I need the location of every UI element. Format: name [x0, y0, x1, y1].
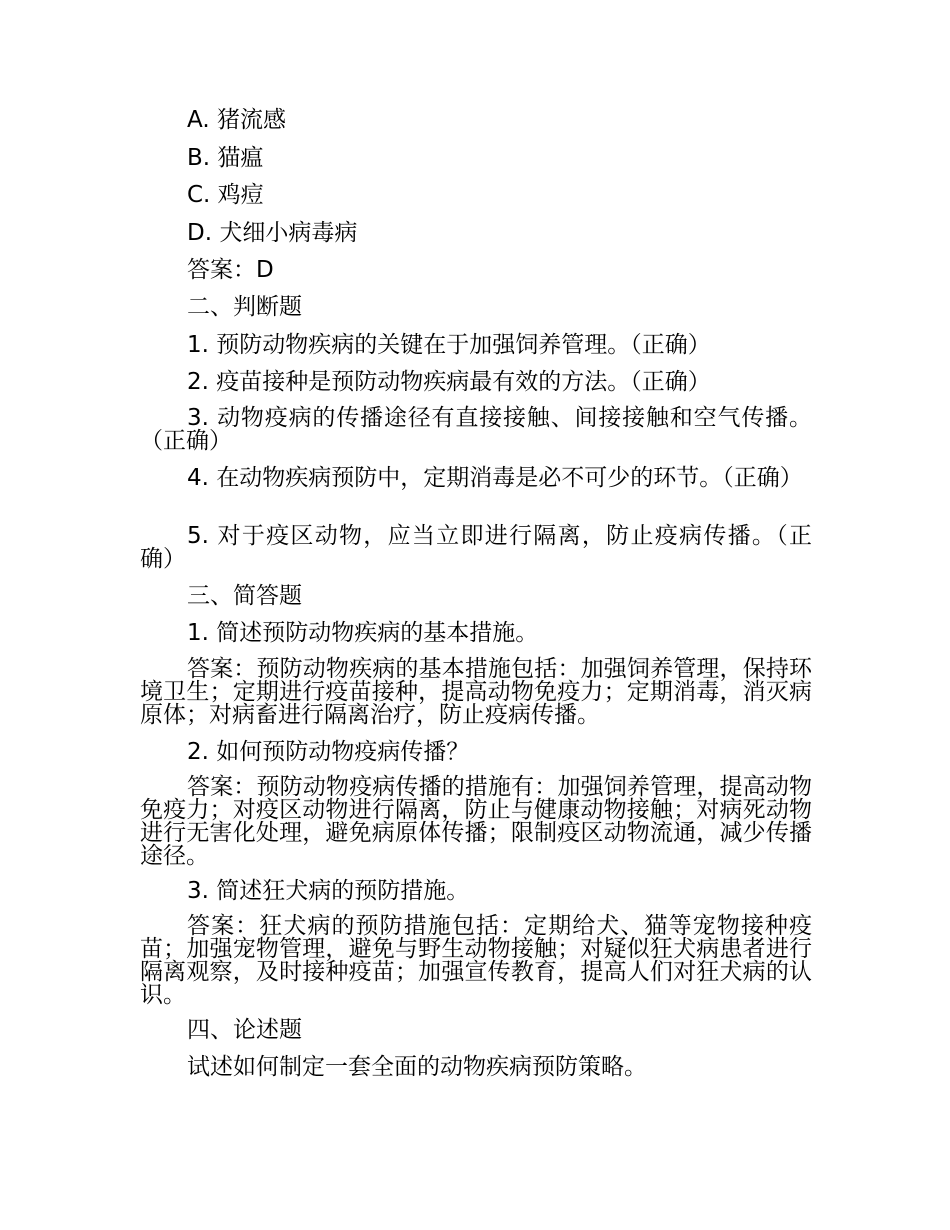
option-d: D. 犬细小病毒病 — [187, 220, 358, 246]
option-a: A. 猪流感 — [187, 107, 286, 133]
section2-heading: 二、判断题 — [187, 294, 302, 320]
short-question-3: 3. 简述狂犬病的预防措施。 — [187, 878, 470, 904]
short-answer-2: 答案：预防动物疫病传播的措施有：加强饲养管理，提高动物免疫力；对疫区动物进行隔离，防止与健康动物接触；对病死动物进行无害化处理，避免病原体传播；限制疫区动物流通，减少传播途径。 — [140, 774, 812, 869]
judgment-item-1: 1. 预防动物疾病的关键在于加强饲养管理。（正确） — [187, 332, 711, 358]
option-b: B. 猫瘟 — [187, 145, 264, 171]
mc-answer: 答案：D — [187, 257, 274, 283]
judgment-item-5: 5. 对于疫区动物，应当立即进行隔离，防止疫病传播。（正确） — [140, 523, 812, 572]
judgment-item-3: 3. 动物疫病的传播途径有直接接触、间接接触和空气传播。（正确） — [140, 405, 812, 454]
short-answer-1: 答案：预防动物疾病的基本措施包括：加强饲养管理，保持环境卫生；定期进行疫苗接种，提高动物免疫力；定期消毒，消灭病原体；对病畜进行隔离治疗，防止疫病传播。 — [140, 656, 812, 728]
section4-heading: 四、论述题 — [187, 1017, 302, 1043]
short-question-1: 1. 简述预防动物疾病的基本措施。 — [187, 620, 539, 646]
short-answer-3: 答案：狂犬病的预防措施包括：定期给犬、猫等宠物接种疫苗；加强宠物管理，避免与野生动物接触；对疑似狂犬病患者进行隔离观察，及时接种疫苗；加强宣传教育，提高人们对狂犬病的认识。 — [140, 913, 812, 1008]
option-c: C. 鸡痘 — [187, 182, 264, 208]
short-question-2: 2. 如何预防动物疫病传播？ — [187, 739, 470, 765]
judgment-item-4: 4. 在动物疾病预防中，定期消毒是必不可少的环节。（正确） — [187, 465, 803, 491]
essay-question: 试述如何制定一套全面的动物疾病预防策略。 — [187, 1054, 647, 1080]
judgment-item-2: 2. 疫苗接种是预防动物疾病最有效的方法。（正确） — [187, 369, 711, 395]
section3-heading: 三、简答题 — [187, 583, 302, 609]
